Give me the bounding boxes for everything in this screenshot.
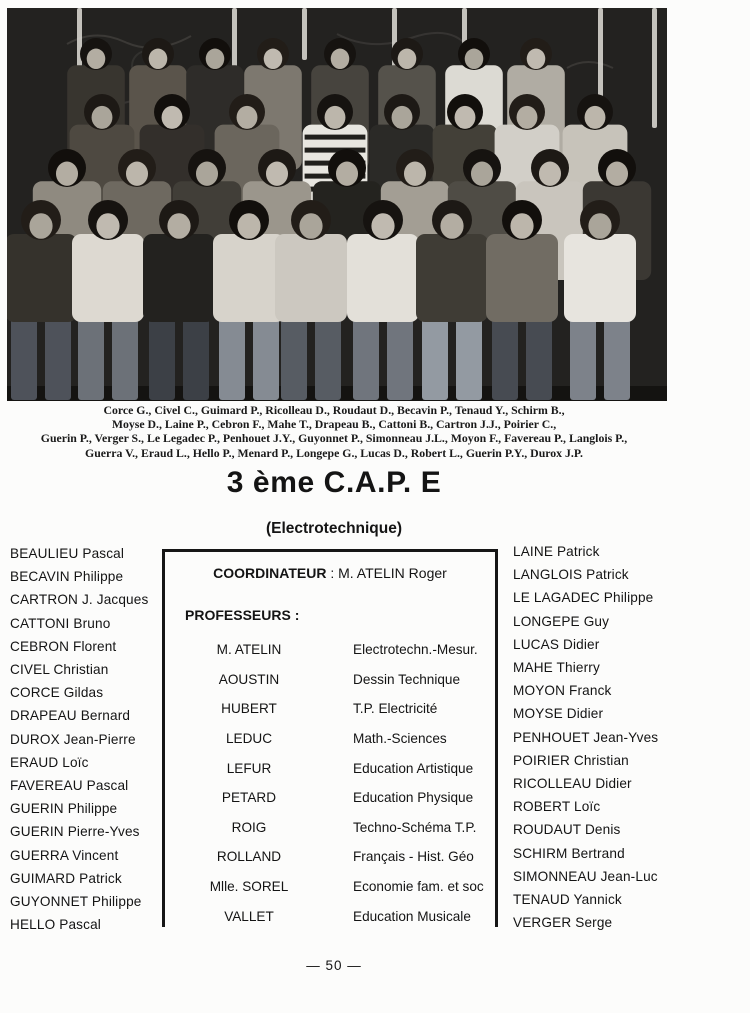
professor-subject: Education Artistique xyxy=(353,760,474,776)
student-name: RICOLLEAU Didier xyxy=(513,776,632,792)
professor-subject: Economie fam. et soc xyxy=(353,879,484,895)
professor-name: Mlle. SOREL xyxy=(209,879,289,895)
professor-row xyxy=(165,694,495,724)
student-name: MOYSE Didier xyxy=(513,706,604,722)
coordinator-separator: : xyxy=(326,565,339,581)
coordinator-line xyxy=(165,565,495,581)
professor-row xyxy=(165,724,495,754)
professor-row xyxy=(165,783,495,813)
professor-subject: Français - Hist. Géo xyxy=(353,849,474,865)
professor-name: VALLET xyxy=(224,908,274,924)
professor-name: ROLLAND xyxy=(216,849,282,865)
professor-row xyxy=(165,901,495,931)
professors-table xyxy=(165,635,495,931)
professor-row xyxy=(165,872,495,902)
student-name: VERGER Serge xyxy=(513,915,613,931)
professor-subject: Math.-Sciences xyxy=(353,731,447,747)
student-name: DRAPEAU Bernard xyxy=(10,708,131,724)
caption-line: Moyse D., Laine P., Cebron F., Mahe T., Drapeau B., Cattoni B., Cartron J.J., Poirier C., xyxy=(111,417,557,432)
student-name: LANGLOIS Patrick xyxy=(513,567,629,583)
photo-caption xyxy=(0,403,668,460)
professor-subject: Electrotechn.-Mesur. xyxy=(353,642,478,658)
student-name: BECAVIN Philippe xyxy=(10,569,124,585)
student-name: ROBERT Loïc xyxy=(513,799,601,815)
professor-name: ROIG xyxy=(231,819,267,835)
student-name: GUERIN Philippe xyxy=(10,801,118,817)
class-group-photo-illustration xyxy=(7,8,667,401)
professor-name: LEDUC xyxy=(225,731,273,747)
student-name: LE LAGADEC Philippe xyxy=(513,590,654,606)
student-name: TENAUD Yannick xyxy=(513,892,622,908)
caption-line: Guerin P., Verger S., Le Legadec P., Penhouet J.Y., Guyonnet P., Simonneau J.L., Moyon F., Favereau P., Langlois P., xyxy=(40,431,628,446)
professor-row xyxy=(165,842,495,872)
student-name: MOYON Franck xyxy=(513,683,612,699)
student-name: SIMONNEAU Jean-Luc xyxy=(513,868,658,884)
student-name: BEAULIEU Pascal xyxy=(10,546,125,561)
student-name: GUIMARD Patrick xyxy=(10,870,122,886)
coordinator-label: COORDINATEUR xyxy=(213,565,327,581)
student-name: LAINE Patrick xyxy=(513,544,600,559)
student-name: HELLO Pascal xyxy=(10,917,101,933)
professor-row xyxy=(165,753,495,783)
student-name: FAVEREAU Pascal xyxy=(10,778,129,794)
student-name: LUCAS Didier xyxy=(513,636,600,652)
student-name: CARTRON J. Jacques xyxy=(10,592,149,608)
student-name: DUROX Jean-Pierre xyxy=(10,731,136,747)
professor-name: AOUSTIN xyxy=(218,671,280,687)
professor-subject: Techno-Schéma T.P. xyxy=(353,819,477,835)
student-name: CATTONI Bruno xyxy=(10,615,111,631)
page-subtitle: (Electrotechnique) xyxy=(265,520,403,537)
professor-name: LEFUR xyxy=(226,760,272,776)
professor-name: PETARD xyxy=(221,790,277,806)
professor-subject: Dessin Technique xyxy=(353,671,461,687)
professors-label: PROFESSEURS : xyxy=(185,607,300,623)
professor-row xyxy=(165,665,495,695)
class-photo xyxy=(7,8,667,401)
staff-box xyxy=(162,549,498,927)
student-list-left xyxy=(10,542,148,936)
student-name: CORCE Gildas xyxy=(10,685,104,701)
professor-name: HUBERT xyxy=(221,701,277,717)
page-number: — 50 — xyxy=(306,958,362,973)
page-title: 3 ème C.A.P. E xyxy=(226,466,442,499)
student-name: ERAUD Loïc xyxy=(10,754,89,770)
student-name: LONGEPE Guy xyxy=(513,613,610,629)
professor-name: M. ATELIN xyxy=(216,642,282,658)
professor-subject: Education Physique xyxy=(353,790,474,806)
caption-line: Corce G., Civel C., Guimard P., Ricolleau D., Roudaut D., Becavin P., Tenaud Y., Schirm B., xyxy=(103,403,565,417)
student-name: MAHE Thierry xyxy=(513,660,600,676)
student-name: GUERRA Vincent xyxy=(10,847,119,863)
student-name: CEBRON Florent xyxy=(10,638,117,654)
student-name: PENHOUET Jean-Yves xyxy=(513,729,659,745)
student-name: GUYONNET Philippe xyxy=(10,894,142,910)
student-name: CIVEL Christian xyxy=(10,662,109,678)
student-name: GUERIN Pierre-Yves xyxy=(10,824,140,840)
student-name: ROUDAUT Denis xyxy=(513,822,621,838)
professor-row xyxy=(165,635,495,665)
caption-line: Guerra V., Eraud L., Hello P., Menard P., Longepe G., Lucas D., Robert L., Guerin P.Y., Durox J.P. xyxy=(85,445,583,460)
professor-subject: T.P. Electricité xyxy=(353,701,438,717)
student-name: POIRIER Christian xyxy=(513,752,629,768)
student-list-right xyxy=(513,540,658,934)
professor-subject: Education Musicale xyxy=(353,908,471,924)
coordinator-name: M. ATELIN Roger xyxy=(338,565,447,581)
professor-row xyxy=(165,813,495,843)
student-name: SCHIRM Bertrand xyxy=(513,845,625,861)
